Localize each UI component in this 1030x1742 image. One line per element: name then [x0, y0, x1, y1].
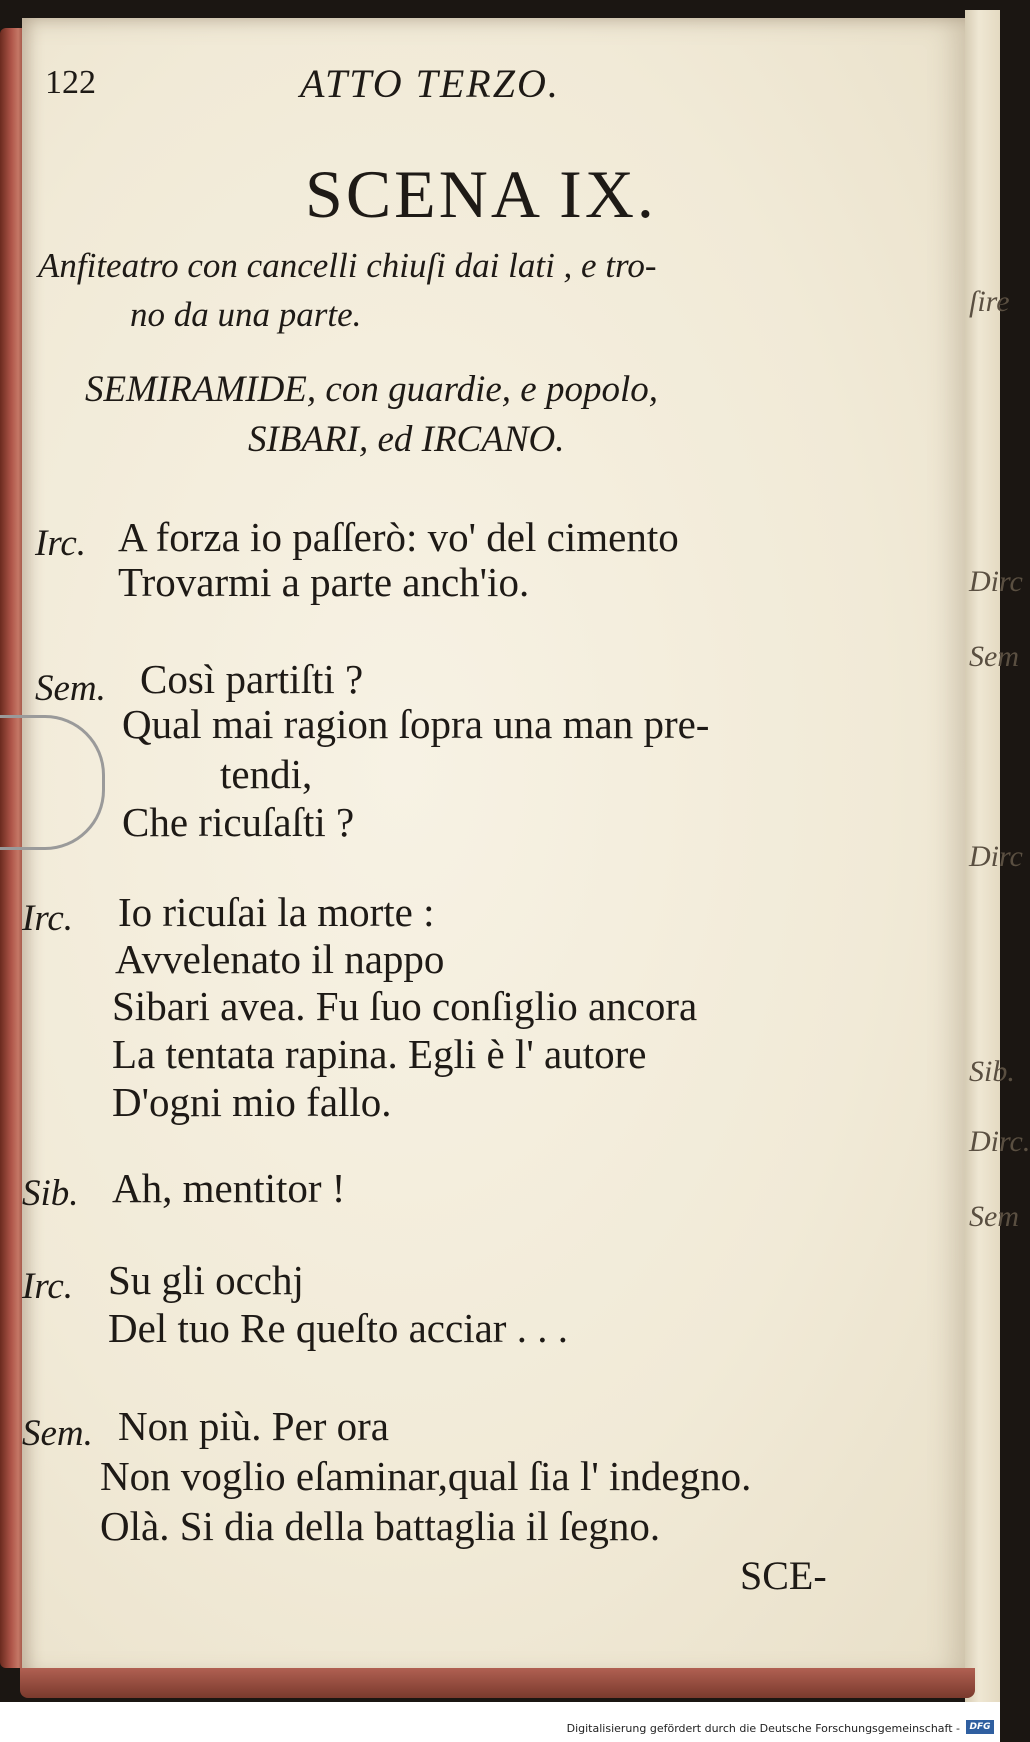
speaker-label: Sem. [22, 1413, 93, 1454]
verse-line: A forza io paſſerò: vo' del cimento [118, 514, 679, 560]
verse-line: La tentata rapina. Egli è l' autore [112, 1031, 647, 1077]
speaker-label: Irc. [22, 1266, 74, 1307]
speaker-label: Sib. [22, 1173, 79, 1214]
stage-direction-line: Anfiteatro con cancelli chiuſi dai lati , e tro- [38, 246, 657, 285]
verse-line: Non voglio eſaminar,qual ſia l' indegno. [100, 1453, 752, 1499]
stage-direction-line: no da una parte. [130, 295, 362, 334]
verse-line: Ah, mentitor ! [112, 1165, 346, 1211]
facing-fragment: Sem [969, 1200, 1019, 1233]
verse-line: Così partiſti ? [140, 656, 364, 702]
verse-line: Su gli occhj [108, 1257, 304, 1303]
dfg-logo: DFG [966, 1720, 994, 1734]
verse-line: Io ricuſai la morte : [118, 889, 435, 935]
facing-fragment: Dirc [969, 840, 1023, 873]
page-clip [0, 715, 105, 850]
speaker-label: Irc. [35, 523, 87, 564]
facing-fragment: ſire [969, 285, 1010, 318]
verse-line: Del tuo Re queſto acciar . . . [108, 1305, 568, 1351]
footer-credit: Digitalisierung gefördert durch die Deutsche Forschungsgemeinschaft - [566, 1722, 960, 1735]
page-bottom-edge [20, 1668, 975, 1698]
speaker-label: Sem. [35, 668, 106, 709]
verse-line: Non più. Per ora [118, 1403, 390, 1449]
verse-line: Sibari avea. Fu ſuo conſiglio ancora [112, 983, 698, 1029]
scene-heading: SCENA IX. [305, 156, 657, 232]
speaker-label: Irc. [22, 898, 74, 939]
catchword: SCE- [740, 1553, 827, 1598]
facing-fragment: Dirc [969, 565, 1023, 598]
page-number: 122 [45, 64, 96, 101]
verse-line: Olà. Si dia della battaglia il ſegno. [100, 1503, 661, 1549]
verse-line: tendi, [220, 751, 313, 797]
facing-fragment: Sib. [969, 1055, 1015, 1088]
character-list-line: SEMIRAMIDE, con guardie, e popolo, [85, 369, 659, 410]
character-list-line: SIBARI, ed IRCANO. [248, 419, 565, 460]
verse-line: Che ricuſaſti ? [122, 799, 355, 845]
running-head: ATTO TERZO. [300, 61, 560, 106]
verse-line: Qual mai ragion ſopra una man pre- [122, 701, 710, 747]
facing-page-edge [965, 10, 1030, 1710]
verse-line: D'ogni mio fallo. [112, 1079, 392, 1125]
verse-line: Avvelenato il nappo [115, 936, 445, 982]
facing-fragment: Sem [969, 640, 1019, 673]
facing-fragment: Dirc. [969, 1125, 1030, 1158]
verse-line: Trovarmi a parte anch'io. [118, 559, 530, 605]
